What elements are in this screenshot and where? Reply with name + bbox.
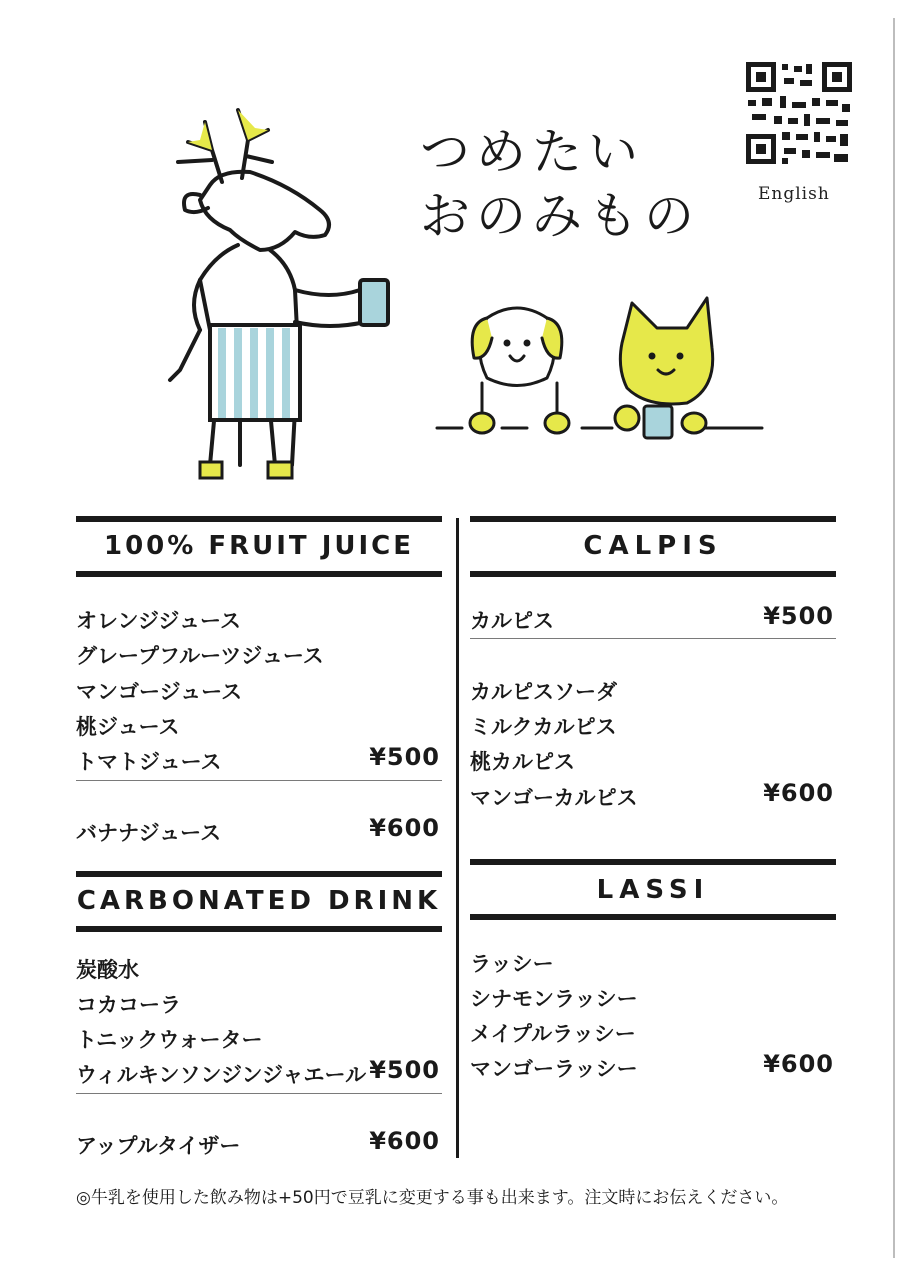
fruit-juice-bottom-bar [76, 571, 442, 577]
carbonated-section-title: CARBONATED DRINK [76, 886, 442, 916]
menu-item: シナモンラッシー [470, 987, 638, 1011]
menu-item: グレープフルーツジュース [76, 644, 324, 668]
menu-item: マンゴージュース [76, 680, 243, 704]
calpis-top-bar [470, 516, 836, 522]
column-divider [456, 518, 459, 1158]
menu-item: オレンジジュース [76, 609, 241, 633]
menu-item: バナナジュース [76, 821, 222, 845]
menu-item: 桃カルピス [470, 750, 575, 774]
price-label: ¥600 [763, 779, 834, 807]
price-label: ¥600 [369, 814, 440, 842]
calpis-section-title: CALPIS [583, 531, 723, 561]
menu-item: 炭酸水 [76, 958, 139, 982]
page-edge [893, 18, 895, 1258]
qr-english-label[interactable]: English [758, 184, 830, 204]
menu-item: カルピスソーダ [470, 680, 617, 704]
carbonated-top-bar [76, 871, 442, 877]
menu-item: ウィルキンソンジンジャエール [76, 1063, 367, 1087]
divider-line [76, 780, 442, 781]
menu-item: ラッシー [470, 952, 554, 976]
fruit-juice-section-title: 100% FRUIT JUICE [103, 531, 415, 561]
title-line-1: つめたい [420, 123, 644, 181]
menu-item: アップルタイザー [76, 1134, 241, 1158]
menu-item: 桃ジュース [76, 715, 180, 739]
divider-line [76, 1093, 442, 1094]
lassi-section-title: LASSI [596, 875, 710, 905]
menu-item: マンゴーカルピス [470, 786, 638, 810]
page-title [420, 120, 700, 248]
title-line-2: おのみもの [420, 187, 700, 245]
deer-waiter-illustration [160, 90, 420, 500]
fruit-juice-top-bar [76, 516, 442, 522]
price-label: ¥500 [763, 602, 834, 630]
price-label: ¥500 [369, 743, 440, 771]
menu-item: メイプルラッシー [470, 1022, 636, 1046]
menu-item: マンゴーラッシー [470, 1057, 638, 1081]
dog-and-cat-illustration [432, 288, 772, 448]
price-label: ¥600 [369, 1127, 440, 1155]
menu-item: トマトジュース [76, 750, 222, 774]
menu-item: ミルクカルピス [470, 715, 617, 739]
footer-note: ◎牛乳を使用した飲み物は+50円で豆乳に変更する事も出来ます。注文時にお伝えください。 [76, 1188, 789, 1208]
menu-item: カルピス [470, 609, 554, 633]
carbonated-bottom-bar [76, 926, 442, 932]
price-label: ¥600 [763, 1050, 834, 1078]
lassi-bottom-bar [470, 914, 836, 920]
divider-line [470, 638, 836, 639]
menu-item: トニックウォーター [76, 1028, 263, 1052]
lassi-top-bar [470, 859, 836, 865]
qr-code-icon[interactable] [746, 62, 852, 164]
menu-item: コカコーラ [76, 993, 181, 1017]
price-label: ¥500 [369, 1056, 440, 1084]
calpis-bottom-bar [470, 571, 836, 577]
